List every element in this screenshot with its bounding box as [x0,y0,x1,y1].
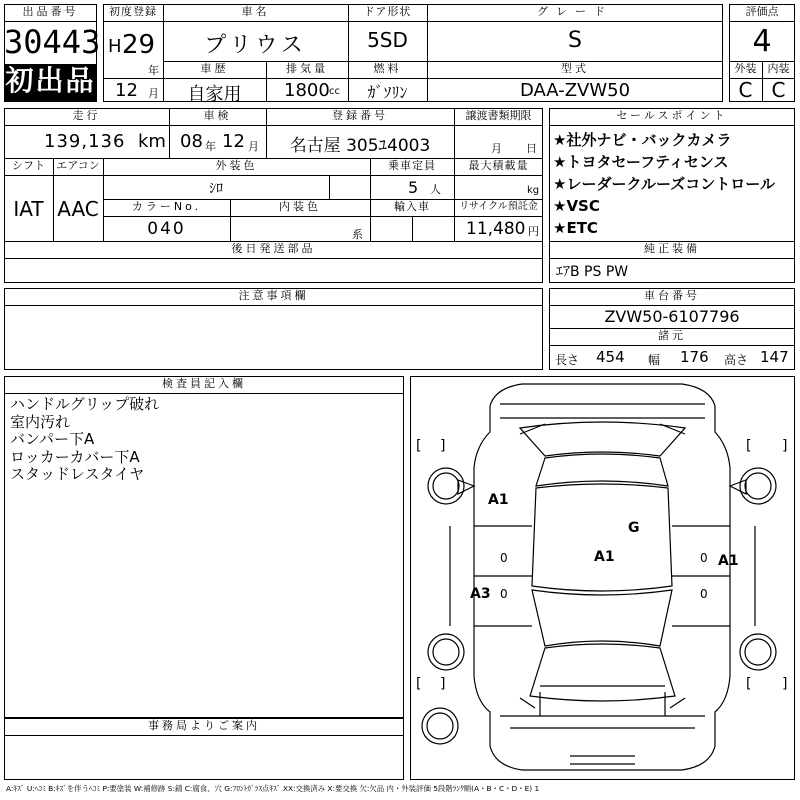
bracket-front-left: [ [416,438,422,454]
inspector-note-line: 室内汚れ [10,412,71,431]
history: 自家用 [187,84,242,105]
car-name: プリウス [204,33,307,58]
interior-label: 内装 [767,62,790,75]
plate-label: 登録番号 [332,109,388,122]
length-label: 長さ [555,353,580,367]
era-mark: H [108,36,122,57]
damage-mark-right-side: A1 [718,553,739,569]
model-label: 型式 [561,62,589,75]
damage-mark-center: A1 [594,549,615,565]
lot-number-label: 出品番号 [22,5,79,18]
later-parts-label: 後日発送部品 [231,242,316,255]
recycle-fee: 11,480 [466,219,526,239]
inspector-note-line: スタッドレスタイヤ [10,465,145,483]
month-unit: 月 [148,87,159,100]
recycle-label: リサイクル預託金 [459,201,538,212]
inspector-label: 検査員記入欄 [162,377,246,390]
office-notice-label: 事務局よりご案内 [148,719,260,732]
bracket-rear-left: [ [416,676,422,692]
legend-text: A:ｷｽﾞ U:ﾍｺﾐ B:ｷｽﾞを伴うﾍｺﾐ P:要塗装 W:補修跡 S:錆 C:腐食、穴 G:ﾌﾛﾝﾄｶﾞﾗｽ点ｷｽﾞ XX:交換済み X:要交換 欠:欠品 内・外装評価 5段階ﾗﾝｸ順(A・B・C・D・E) 1 [6,784,540,793]
fuel: ｶﾞｿﾘﾝ [367,83,408,102]
aircon-label: エアコン [56,159,100,172]
bracket-rear-right: [ [746,676,752,692]
fuel-label: 燃料 [373,62,402,75]
recycle-unit: 円 [528,225,539,238]
capacity-unit: 人 [430,183,441,196]
sales-point-item: ★ETC [553,219,598,237]
car-outline-diagram [410,376,795,780]
notes-label: 注意事項欄 [238,289,309,302]
grade-label: グレード [537,5,613,18]
width-label: 幅 [648,353,661,367]
zero-mark-right: 0 [700,551,708,565]
height-label: 高さ [724,353,749,367]
aircon: AAC [57,197,99,221]
capacity-label: 乗車定員 [388,159,436,172]
door-label: ドア形状 [363,5,412,18]
damage-mark-left-rear: A3 [470,586,491,602]
interior-color-unit: 系 [352,228,363,241]
mileage-unit: km [138,131,166,152]
displacement-label: 排気量 [286,62,328,75]
sales-point-item: ★トヨタセーフティセンス [553,153,729,171]
damage-mark-left-front-door: A1 [488,492,509,508]
inspector-note-line: ハンドルグリップ破れ [10,395,160,413]
bracket-front-left-close: ] [440,438,446,454]
color-no: 040 [147,219,186,239]
interior-color-label: 内装色 [279,200,321,213]
plate-number: 名古屋 305ﾕ4003 [289,136,431,156]
import-label: 輸入車 [394,200,430,213]
max-load-label: 最大積載量 [468,159,529,172]
inspection-label: 車検 [203,109,232,122]
inspection-year: 08 [180,131,203,152]
transfer-day-unit: 日 [526,142,537,155]
length-value: 454 [596,348,625,366]
inspector-note-line: バンパー下A [10,430,95,448]
inspection-year-unit: 年 [205,140,216,153]
displacement-unit: cc [329,86,340,97]
transfer-month-unit: 月 [491,142,502,155]
dimensions-label: 諸元 [658,329,686,342]
transfer-deadline-label: 譲渡書類期限 [465,109,532,122]
equipment-label: 純正装備 [644,242,700,255]
mileage: 139,136 [44,131,126,152]
exterior-label: 外装 [734,62,757,75]
bracket-front-right: [ [746,438,752,454]
car-name-label: 車名 [241,5,270,18]
inspector-note-line: ロッカーカバー下A [10,447,140,466]
max-load-unit: kg [527,185,540,196]
grade: S [568,28,582,53]
inspection-month: 12 [222,131,245,152]
inspection-month-unit: 月 [248,140,259,153]
score-label: 評価点 [745,5,779,18]
sales-points-list [553,129,795,239]
sales-point-item: ★社外ナビ・バックカメラ [553,131,732,149]
body-color-label: 外装色 [215,159,258,172]
year-unit: 年 [148,64,159,77]
overall-score: 4 [752,24,772,59]
height-value: 147 [760,348,789,366]
chassis-label: 車台番号 [644,289,700,302]
sales-point-item: ★レーダークルーズコントロール [553,175,775,193]
body-color: ｼﾛ [209,181,223,197]
color-no-label: カラーNo. [131,200,202,213]
shift: IAT [13,197,44,221]
damage-mark-roof: G [628,520,640,536]
bracket-rear-right-close: ] [782,676,788,692]
registration-year: 29 [122,30,156,60]
sales-points-label: セールスポイント [616,109,728,122]
zero-mark-left: 0 [500,551,508,565]
history-label: 車歴 [200,62,229,75]
shift-label: シフト [12,159,45,172]
door-type: 5SD [367,28,408,52]
exterior-grade: C [738,78,753,102]
first-listing-badge: 初出品 [5,64,96,101]
first-registration-label: 初度登録 [109,5,157,18]
registration-month: 12 [115,80,138,101]
bracket-rear-left-close: ] [440,676,446,692]
displacement: 1800 [284,80,330,101]
chassis-number: ZVW50-6107796 [604,307,740,326]
mileage-label: 走行 [72,109,101,122]
lot-number: 30443 [4,23,101,61]
zero-mark-right-2: 0 [700,587,708,601]
model: DAA-ZVW50 [519,80,631,101]
inspector-notes [10,396,400,484]
equipment-value: ｴｱB PS PW [556,264,629,280]
zero-mark-left-2: 0 [500,587,508,601]
capacity: 5 [408,178,419,197]
width-value: 176 [680,348,709,366]
interior-grade: C [771,78,786,102]
sales-point-item: ★VSC [553,197,600,215]
bracket-front-right-close: ] [782,438,788,454]
